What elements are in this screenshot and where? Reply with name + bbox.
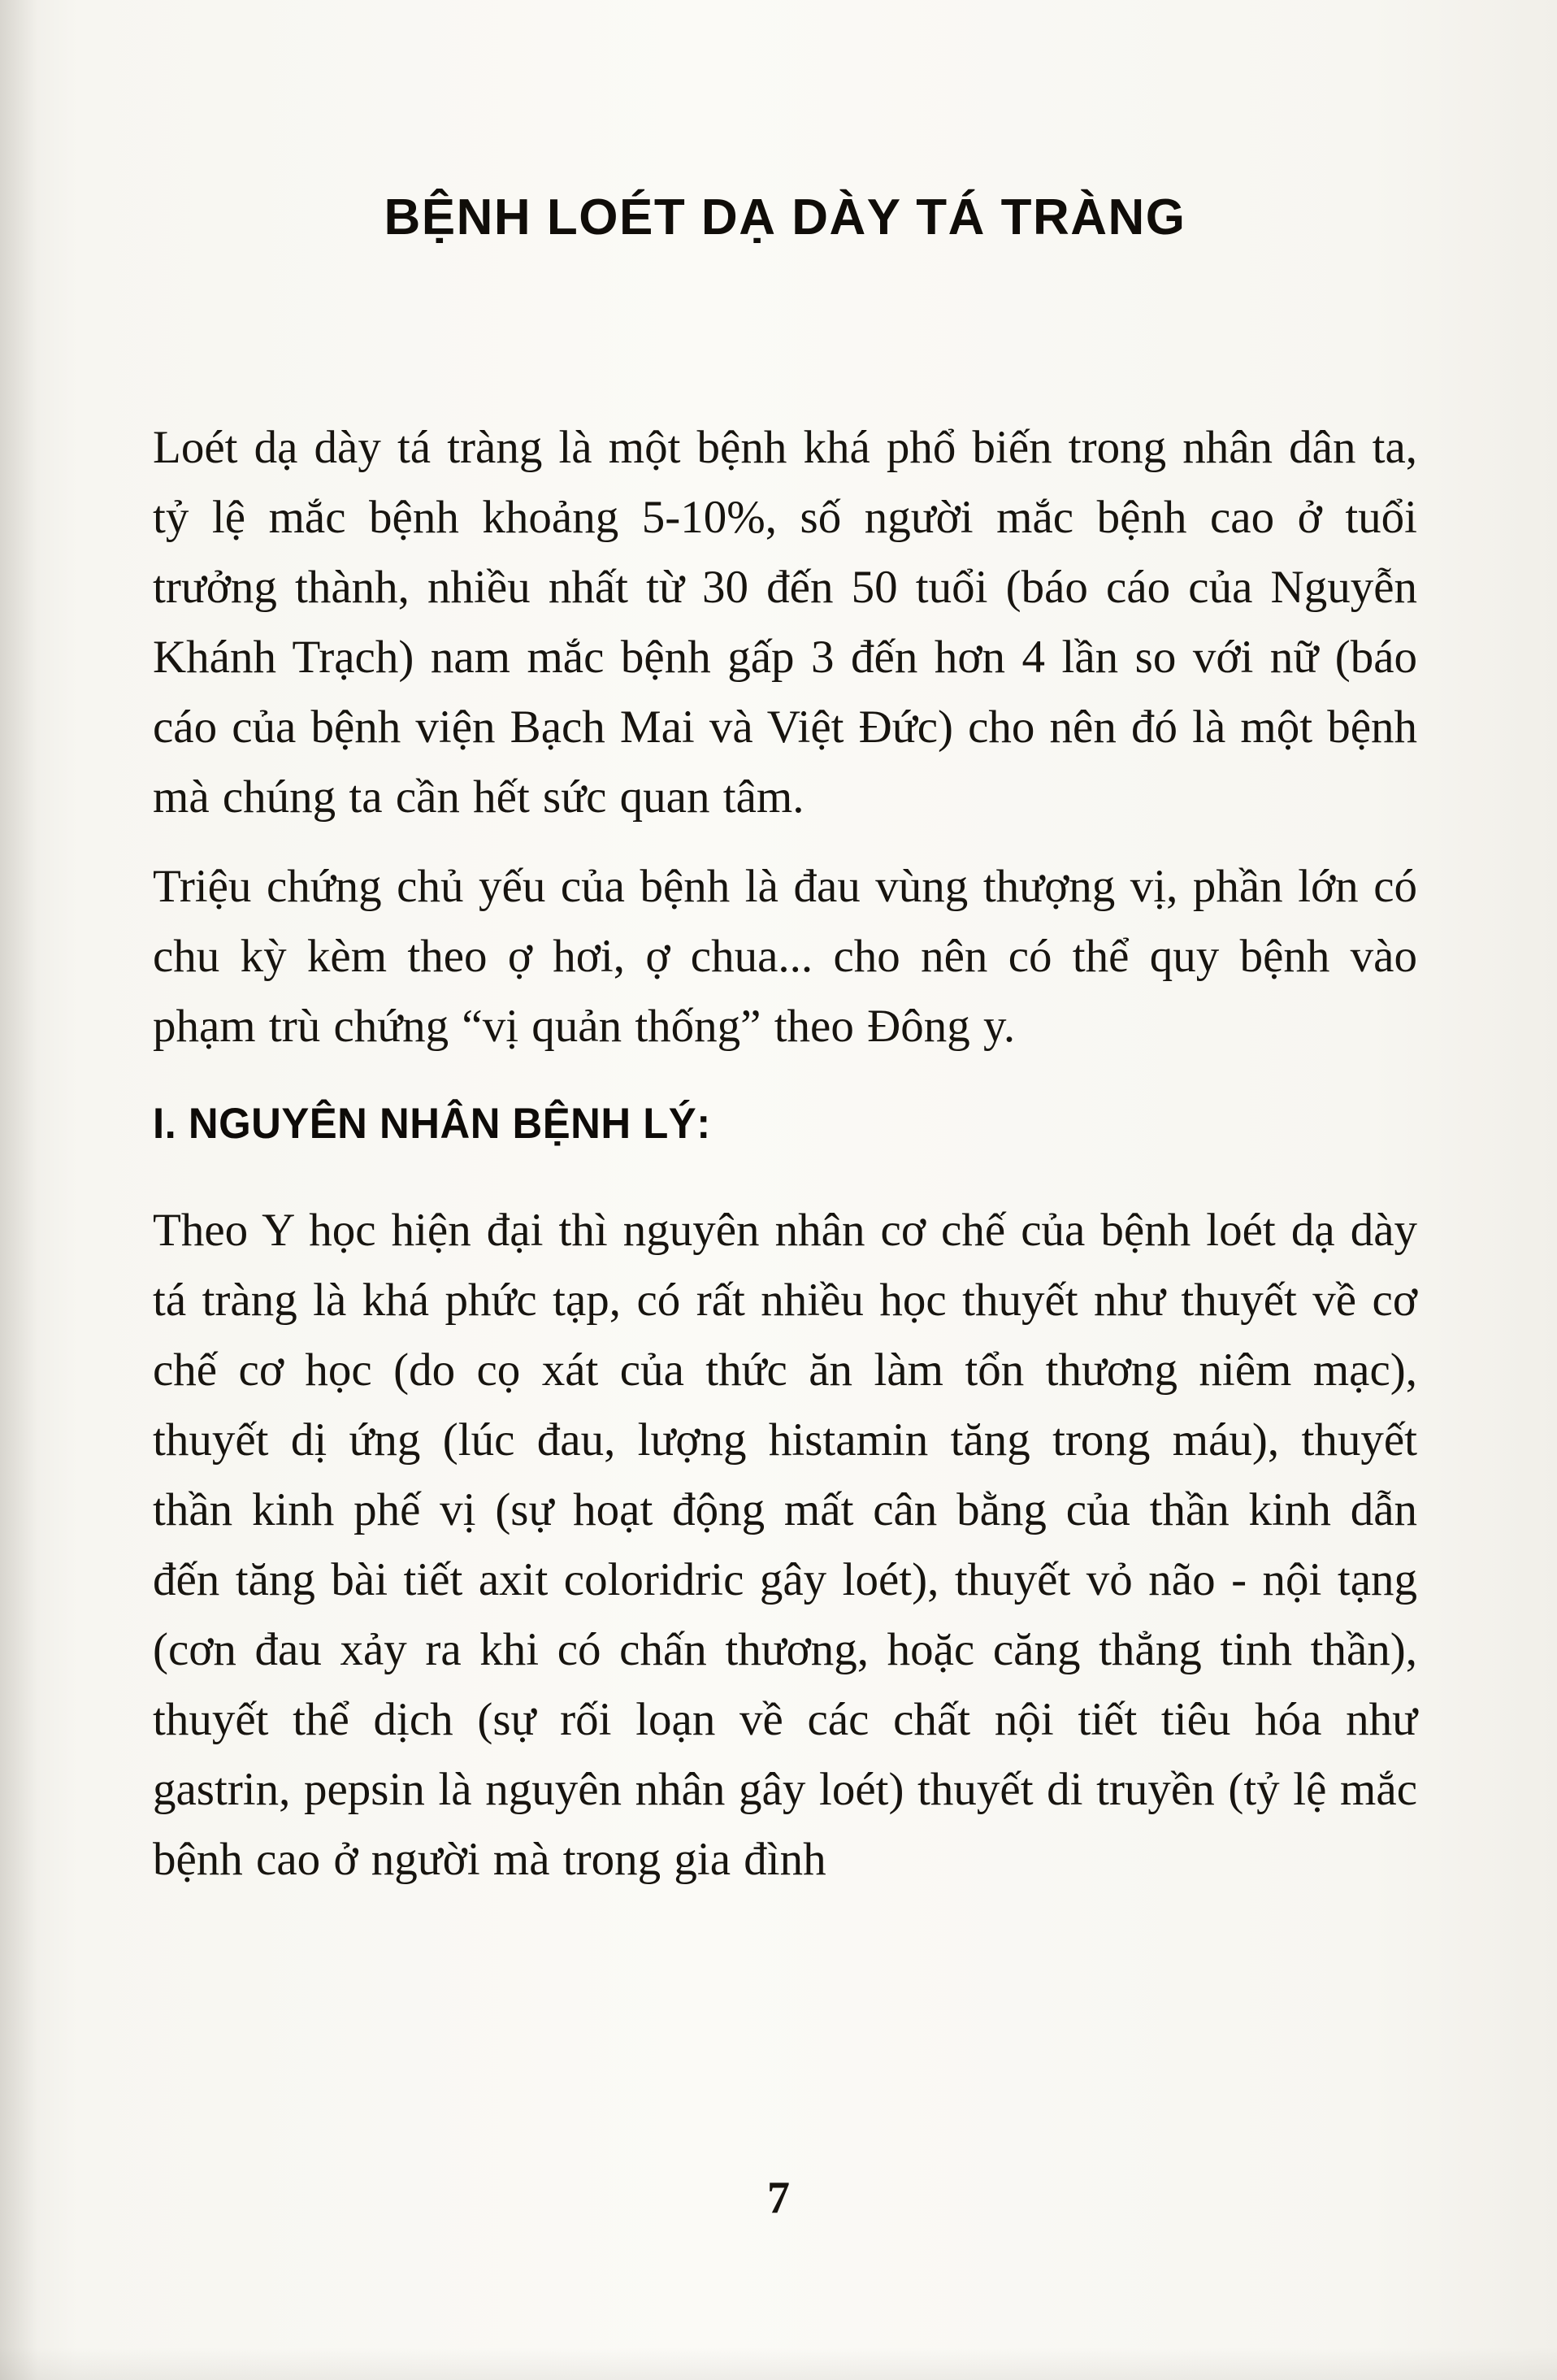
page-content (153, 189, 1417, 1914)
scan-edge-shading (0, 0, 37, 2380)
paragraph: Loét dạ dày tá tràng là một bệnh khá phổ biến trong nhân dân ta, tỷ lệ mắc bệnh khoảng 5-10%, số người mắc bệnh cao ở tuổi trưởng thành, nhiều nhất từ 30 đến 50 tuổi (báo cáo của Nguyễn Khánh Trạch) nam mắc bệnh gấp 3 đến hơn 4 lần so với nữ (báo cáo của bệnh viện Bạch Mai và Việt Đức) cho nên đó là một bệnh mà chúng ta cần hết sức quan tâm. (153, 422, 1417, 823)
page-title: BỆNH LOÉT DẠ DÀY TÁ TRÀNG (384, 189, 1186, 245)
paragraph: Triệu chứng chủ yếu của bệnh là đau vùng thượng vị, phần lớn có chu kỳ kèm theo ợ hơi, ợ chua... cho nên có thể quy bệnh vào phạm trù chứng “vị quản thống” theo Đông y. (153, 861, 1417, 1052)
scan-edge-shading-bottom (0, 2347, 1557, 2380)
paragraph: Theo Y học hiện đại thì nguyên nhân cơ chế của bệnh loét dạ dày tá tràng là khá phức tạp, có rất nhiều học thuyết như thuyết về cơ chế cơ học (do cọ xát của thức ăn làm tổn thương niêm mạc), thuyết dị ứng (lúc đau, lượng histamin tăng trong máu), thuyết thần kinh phế vị (sự hoạt động mất cân bằng của thần kinh dẫn đến tăng bài tiết axit coloridric gây loét), thuyết vỏ não - nội tạng (cơn đau xảy ra khi có chấn thương, hoặc căng thẳng tinh thần), thuyết thể dịch (sự rối loạn về các chất nội tiết tiêu hóa như gastrin, pepsin là nguyên nhân gây loét) thuyết di truyền (tỷ lệ mắc bệnh cao ở người mà trong gia đình (153, 1205, 1417, 1885)
page-number: 7 (767, 2173, 790, 2223)
section-heading: I. NGUYÊN NHÂN BỆNH LÝ: (153, 1100, 711, 1148)
